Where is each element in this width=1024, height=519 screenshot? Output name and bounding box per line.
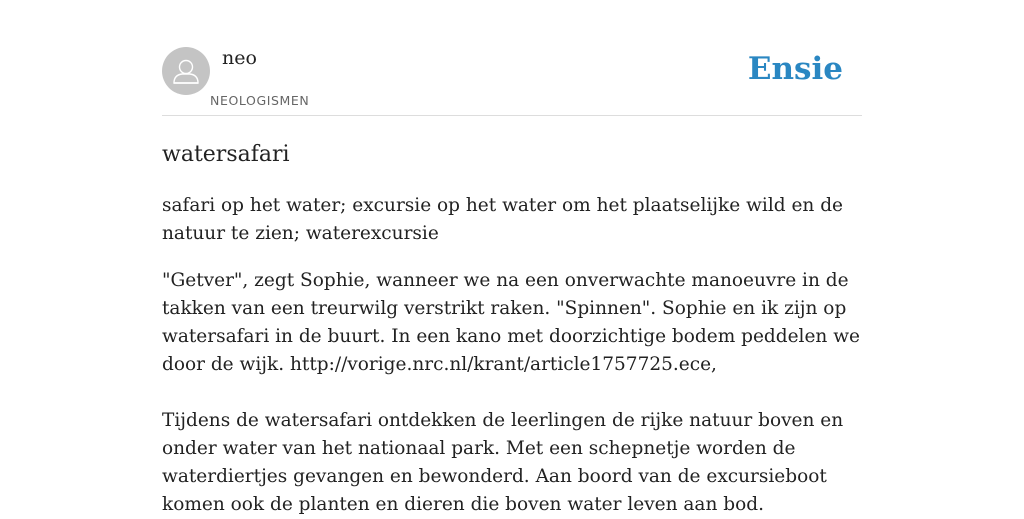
user-avatar[interactable] xyxy=(162,47,210,95)
user-silhouette-icon xyxy=(162,47,210,95)
ensie-logo[interactable]: Ensie xyxy=(747,51,843,87)
entry-term: watersafari xyxy=(162,142,290,167)
entry-header xyxy=(162,0,862,116)
entry-definition: safari op het water; excursie op het water om het plaatselijke wild en de natuur te zien; waterexcursie xyxy=(162,195,844,244)
author-username[interactable]: neo xyxy=(222,47,257,69)
page-container xyxy=(162,0,862,515)
entry-example: "Getver", zegt Sophie, wanneer we na een onverwachte manoeuvre in de takken van een treurwilg verstrikt raken. "Spinnen". Sophie en ik zijn op watersafari in de buurt. In een kano met doorzichtige bodem peddelen we door de wijk. http://vorige.nrc.nl/krant/article1757725.ece, Tijdens de watersafari ontdekken de leerlingen de rijke natuur boven en onder water van het nationaal park. Met een schepnetje worden de waterdiertjes gevangen en bewonderd. Aan boord van de excursieboot komen ook de planten en dieren die boven water leven aan bod. xyxy=(162,270,860,515)
category-label[interactable]: NEOLOGISMEN xyxy=(210,93,310,108)
